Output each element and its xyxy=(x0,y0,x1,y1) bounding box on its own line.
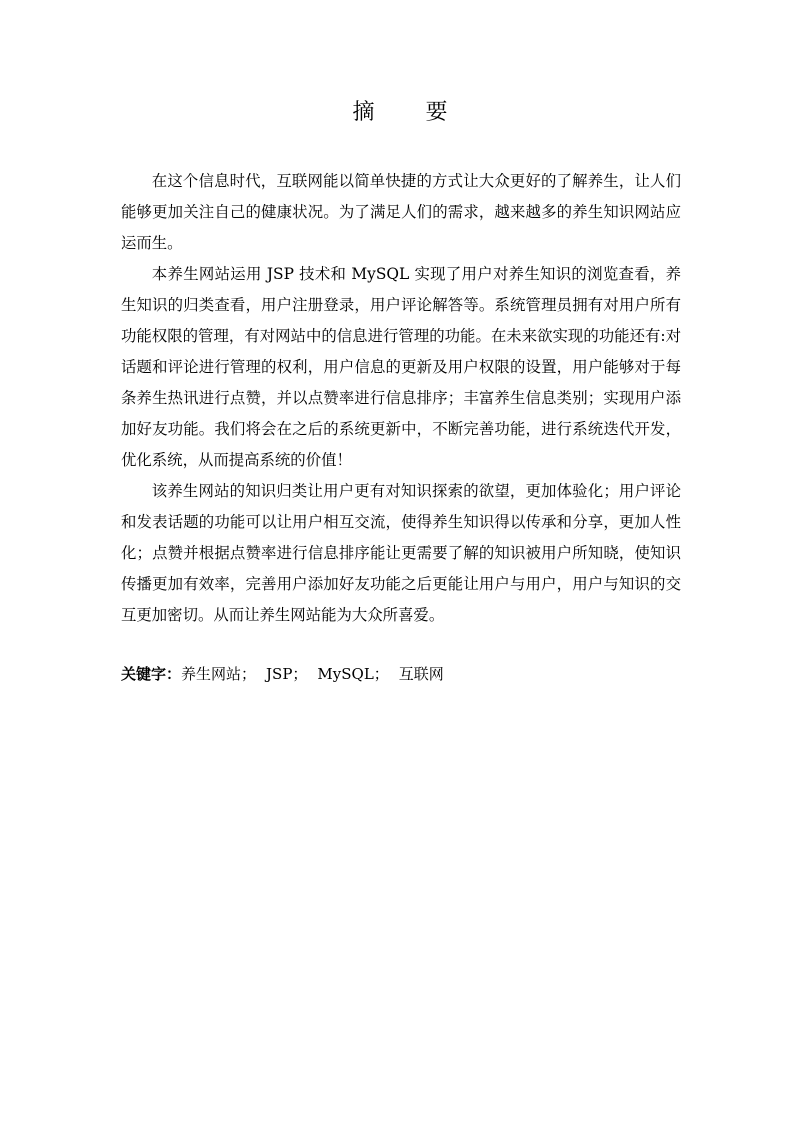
abstract-paragraph-1: 在这个信息时代，互联网能以简单快捷的方式让大众更好的了解养生，让人们能够更加关注自己的健康状况。为了满足人们的需求，越来越多的养生知识网站应运而生。 xyxy=(121,172,681,252)
keyword-item: JSP； xyxy=(266,665,308,683)
abstract-paragraph-3: 该养生网站的知识归类让用户更有对知识探索的欲望，更加体验化；用户评论和发表话题的功能可以让用户相互交流，使得养生知识得以传承和分享，更加人性化；点赞并根据点赞率进行信息排序能让更需要了解的知识被用户所知晓，使知识传播更加有效率，完善用户添加好友功能之后更能让用户与用户，用户与知识的交互更加密切。从而让养生网站能为大众所喜爱。 xyxy=(121,482,681,624)
keyword-item: 互联网 xyxy=(398,665,444,683)
abstract-title: 摘 要 xyxy=(352,100,470,125)
keywords-label: 关键字： xyxy=(121,665,182,683)
keywords-line xyxy=(121,660,681,688)
keyword-item: 养生网站； xyxy=(181,665,257,683)
keyword-item: MySQL； xyxy=(317,665,389,683)
abstract-paragraph-2: 本养生网站运用 JSP 技术和 MySQL 实现了用户对养生知识的浏览查看，养生知识的归类查看，用户注册登录，用户评论解答等。系统管理员拥有对用户所有功能权限的管理，有对网站中的信息进行管理的功能。在未来欲实现的功能还有:对话题和评论进行管理的权利，用户信息的更新及用户权限的设置，用户能够对于每条养生热讯进行点赞，并以点赞率进行信息排序；丰富养生信息类别；实现用户添加好友功能。我们将会在之后的系统更新中，不断完善功能，进行系统迭代开发，优化系统，从而提高系统的价值！ xyxy=(121,265,681,469)
abstract-body xyxy=(121,166,681,631)
